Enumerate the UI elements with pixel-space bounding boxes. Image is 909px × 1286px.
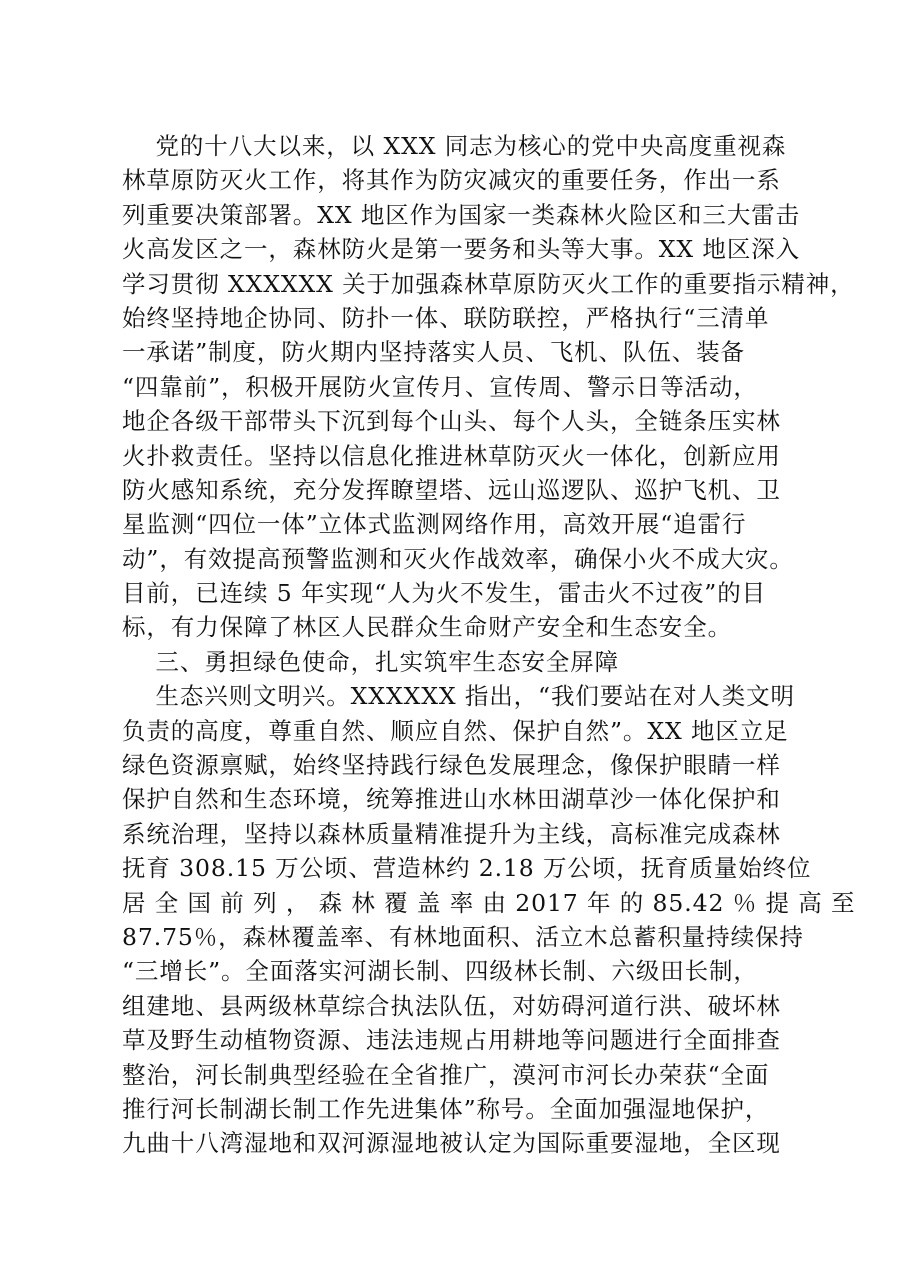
text-line: 87.75％，森林覆盖率、有林地面积、活立木总蓄积量持续保持 (122, 922, 804, 951)
text-line: 推行河长制湖长制工作先进集体”称号。全面加强湿地保护， (122, 1094, 770, 1123)
text-line: 目前，已连续 5 年实现“人为火不发生，雷击火不过夜”的目 (122, 579, 767, 608)
text-line: 一承诺”制度，防火期内坚持落实人员、飞机、队伍、装备 (122, 338, 745, 367)
text-line: 九曲十八湾湿地和双河源湿地被认定为国际重要湿地，全区现 (122, 1129, 781, 1158)
text-line: 列重要决策部署。XX 地区作为国家一类森林火险区和三大雷击 (122, 200, 801, 229)
text-line: 地企各级干部带头下沉到每个山头、每个人头，全链条压实林 (122, 407, 781, 436)
text-line: 生态兴则文明兴。XXXXXX 指出，“我们要站在对人类文明 (122, 682, 795, 711)
text-line: 绿色资源禀赋，始终坚持践行绿色发展理念，像保护眼睛一样 (122, 751, 781, 780)
text-line: 标，有力保障了林区人民群众生命财产安全和生态安全。 (122, 613, 732, 642)
text-line: 动”，有效提高预警监测和灭火作战效率，确保小火不成大灾。 (122, 544, 794, 573)
text-line: 系统治理，坚持以森林质量精准提升为主线，高标准完成森林 (122, 819, 781, 848)
text-line: 草及野生动植物资源、违法违规占用耕地等问题进行全面排查 (122, 1026, 781, 1055)
text-line: 居 全 国 前 列 ， 森 林 覆 盖 率 由 2017 年 的 85.42 ％ 提 高 至 (122, 888, 856, 917)
text-line: 星监测“四位一体”立体式监测网络作用，高效开展“追雷行 (122, 510, 747, 539)
text-line: 火高发区之一，森林防火是第一要务和头等大事。XX 地区深入 (122, 235, 801, 264)
text-line: 组建地、县两级林草综合执法队伍，对妨碍河道行洪、破坏林 (122, 991, 781, 1020)
text-line: “四靠前”，积极开展防火宣传月、宣传周、警示日等活动， (122, 372, 758, 401)
text-line: 防火感知系统，充分发挥瞭望塔、远山巡逻队、巡护飞机、卫 (122, 475, 781, 504)
text-line: 负责的高度，尊重自然、顺应自然、保护自然”。XX 地区立足 (122, 716, 789, 745)
text-line: 林草原防灭火工作，将其作为防灾减灾的重要任务，作出一系 (122, 166, 781, 195)
text-line: 学习贯彻 XXXXXX 关于加强森林草原防灭火工作的重要指示精神， (122, 269, 855, 298)
text-line: 火扑救责任。坚持以信息化推进林草防灭火一体化，创新应用 (122, 441, 781, 470)
text-line: 整治，河长制典型经验在全省推广，漠河市河长办荣获“全面 (122, 1060, 770, 1089)
text-line: 党的十八大以来，以 XXX 同志为核心的党中央高度重视森 (122, 132, 787, 160)
section-heading: 三、勇担绿色使命，扎实筑牢生态安全屏障 (122, 647, 620, 676)
text-line: 保护自然和生态环境，统筹推进山水林田湖草沙一体化保护和 (122, 785, 781, 814)
text-line: 抚育 308.15 万公顷、营造林约 2.18 万公顷，抚育质量始终位 (122, 854, 812, 883)
document-body (122, 129, 856, 1161)
text-line: “三增长”。全面落实河湖长制、四级林长制、六级田长制， (122, 957, 758, 986)
text-line: 始终坚持地企协同、防扑一体、联防联控，严格执行“三清单 (122, 303, 770, 332)
